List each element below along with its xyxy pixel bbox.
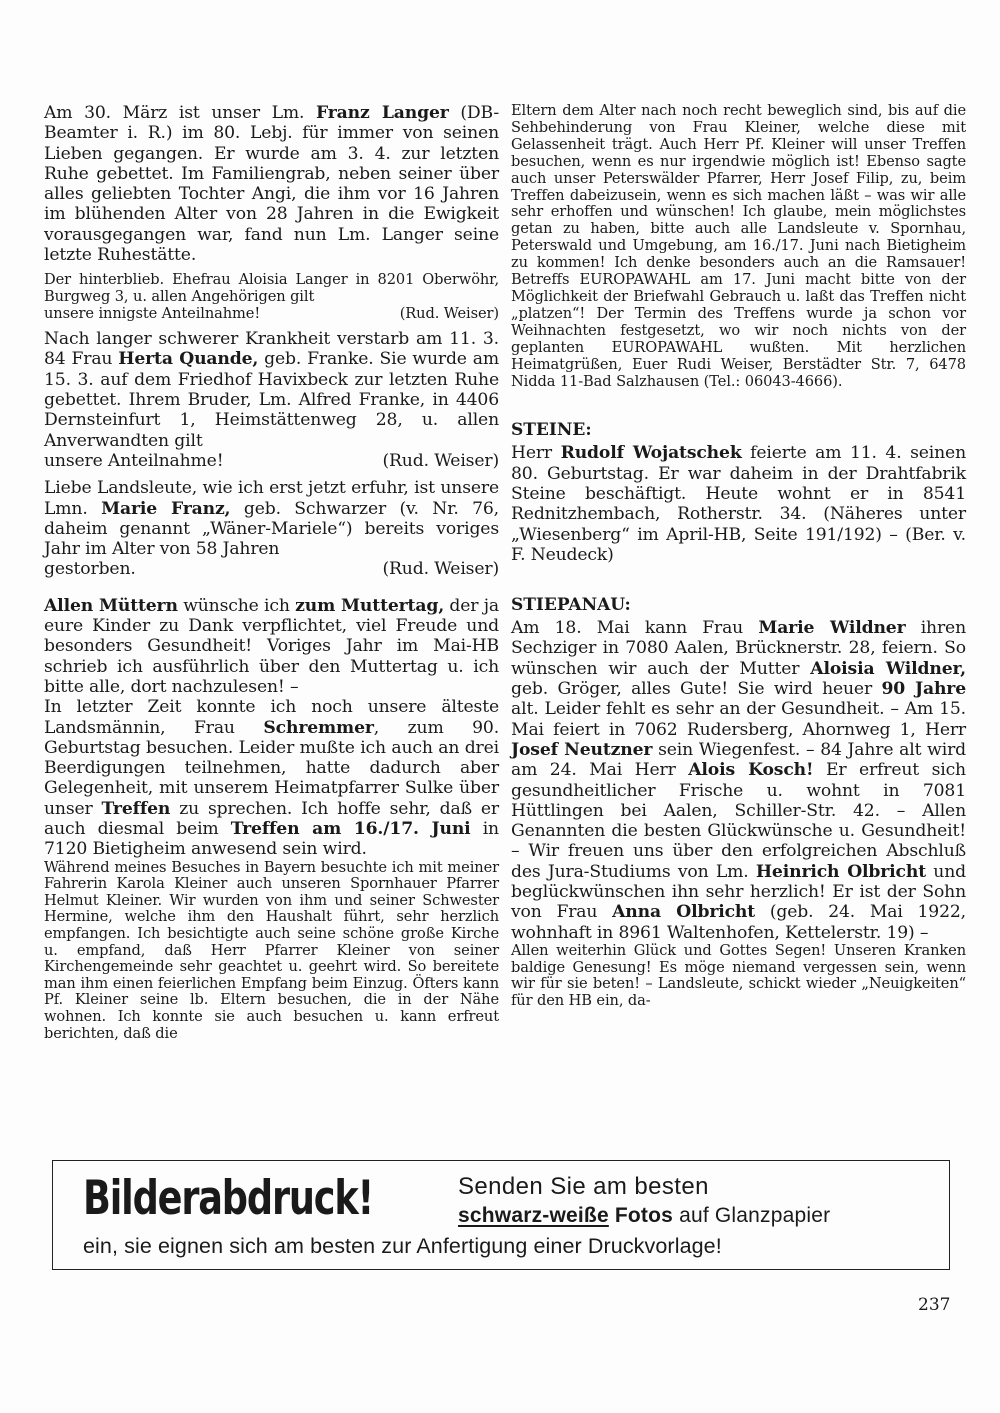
obituary-marie-franz [44, 478, 499, 579]
right-column [511, 103, 966, 1009]
author-signature: (Rud. Weiser) [382, 559, 499, 580]
author-signature: (Rud. Weiser) [382, 450, 499, 471]
text: Nach langer schwerer Krankheit verstarb am 11. 3. 84 Frau [44, 329, 499, 370]
section-heading-stiepanau: STIEPANAU: [511, 595, 631, 616]
recent-visits [44, 697, 499, 859]
obituary-franz-langer [44, 103, 499, 265]
signature-line [44, 306, 499, 323]
bold-text: Allen Müttern [44, 595, 178, 616]
text: unsere Anteilnahme! [44, 450, 224, 471]
ad-line-1: Senden Sie am besten [458, 1173, 709, 1200]
signature-line [44, 451, 499, 471]
name-bold: Aloisia Wildner, [810, 658, 966, 679]
stiepanau-news [511, 618, 966, 943]
text: gestorben. [44, 559, 136, 580]
steine-birthday [511, 443, 966, 565]
text: geb. Franke. Sie wurde am 15. 3. auf dem Friedhof Havixbeck zur letzten Ruhe gebettet. Ihrem Bruder, Lm. Alfred Franke, in 4406 Dernsteinfurt 1, Heimstättenweg 28, u. allen Anverwandten gilt [44, 349, 499, 451]
signature-line [44, 559, 499, 579]
text: (geb. 24. Mai 1922, wohnhaft in 8961 Waltenhofen, Kettelerstr. 19) – [511, 902, 966, 943]
name-bold: Franz Langer [316, 103, 449, 123]
closing-wishes: Allen weiterhin Glück und Gottes Segen! Unseren Kranken baldige Genesung! Es möge niemand vergessen sein, wenn wir für sie beten! – Landsleute, schickt wieder „Neuigkeiten“ für den HB ein, da- [511, 941, 966, 1009]
text: Er erfreut sich gesundheitlicher Frische u. wohnt in 7081 Hüttlingen bei Aalen, Schiller-Str. 42. – Allen Genannten die besten Glückwünsche u. Gesundheit! – Wir freuen uns über den erfolgreichen Abschluß des Jura-Studiums von Lm. [511, 760, 966, 882]
left-column [44, 103, 499, 1042]
text: geb. Gröger, alles Gute! Sie wird heuer [511, 679, 882, 700]
name-bold: Rudolf Wojatschek [560, 443, 742, 464]
ad-line-3: ein, sie eignen sich am besten zur Anfertigung einer Druckvorlage! [83, 1234, 722, 1258]
text: in 7120 Bietigheim anwesend sein wird. [44, 818, 499, 860]
bold-text: zum Muttertag, [295, 595, 445, 616]
text: In letzter Zeit konnte ich noch unsere älteste Landsmännin, Frau [44, 697, 499, 738]
text: Liebe Landsleute, wie ich erst jetzt erfuhr, ist unsere Lmn. [44, 478, 499, 519]
ad-line-2 [458, 1204, 830, 1228]
name-bold: Alois Kosch! [688, 760, 814, 781]
text: geb. Schwarzer (v. Nr. 76, daheim genannt „Wäner-Mariele“) bereits voriges Jahr im Alter von 58 Jahren [44, 498, 499, 560]
section-heading-steine: STEINE: [511, 420, 592, 441]
ad-bold-text: Fotos [608, 1204, 674, 1227]
text: sein Wiegenfest. – 84 Jahre alt wird am 24. Mai Herr [511, 739, 966, 781]
text: Am 18. Mai kann Frau [511, 618, 759, 639]
name-bold: Marie Wildner [758, 618, 906, 639]
ad-underlined-text: schwarz-weiße [458, 1204, 609, 1227]
text: Herr [511, 443, 561, 464]
text: zu sprechen. Ich hoffe sehr, daß er auch diesmal beim [44, 798, 499, 839]
bold-text: 90 Jahre [881, 679, 966, 700]
text: und beglückwünschen ihn sehr herzlich! Er ist der Sohn von Frau [511, 861, 966, 923]
ad-title: Bilderabdruck! [83, 1171, 374, 1226]
text: der ja eure Kinder zu Dank verpflichtet, viel Freude und besonders Gesundheit! Voriges Jahr im Mai-HB schrieb ich ausführlich über den Muttertag u. ich bitte alle, dort nachzulesen! – [44, 595, 499, 697]
author-signature: (Rud. Weiser) [399, 304, 499, 322]
ad-text: auf Glanzpapier [673, 1204, 831, 1227]
text: (DB-Beamter i. R.) im 80. Lebj. für immer von seinen Lieben gegangen. Er wurde am 3. 4. zur letzten Ruhe gebettet. Im Familiengrab, neben seiner über alles geliebten Tochter Angi, die ihm vor 16 Jahren im blühenden Alter von 28 Jahren in die Ewigkeit vorausgegangen war, fand nun Lm. Langer seine letzte Ruhestätte. [44, 103, 499, 266]
text: wünsche ich [177, 595, 296, 616]
bold-text: Treffen am 16./17. Juni [230, 818, 471, 839]
page-number: 237 [918, 1295, 951, 1315]
name-bold: Josef Neutzner [511, 739, 653, 760]
text: ihren Sechziger in 7080 Aalen, Brücknerstr. 28, feiern. So wünschen wir auch der Mutter [511, 618, 966, 679]
text: alt. Leider fehlt es sehr an der Gesundheit. – Am 15. Mai feiert in 7062 Rudersberg, Ahornweg 1, Herr [511, 699, 966, 740]
text: unsere innigste Anteilnahme! [44, 304, 261, 322]
text: , zum 90. Geburtstag besuchen. Leider mußte ich auch an drei Beerdigungen teilnehmen, hatte dadurch aber Gelegenheit, mit unserem Heimatpfarrer Sulke über unser [44, 717, 500, 819]
name-bold: Heinrich Olbricht [755, 861, 927, 882]
text: Der hinterblieb. Ehefrau Aloisia Langer in 8201 Oberwöhr, Burgweg 3, u. allen Angehörigen gilt [44, 271, 499, 305]
photo-print-advertisement [52, 1160, 950, 1270]
bavaria-visit: Während meines Besuches in Bayern besuchte ich mit meiner Fahrerin Karola Kleiner auch unseren Spornhauer Pfarrer Helmut Kleiner. Wir wurden von ihm und seiner Schwester Hermine, welche ihm den Haushalt führt, sehr herzlich empfangen. Ich besichtigte auch seine schöne große Kirche u. empfand, daß Herr Pfarrer Kleiner von seiner Kirchengemeinde sehr geachtet u. geehrt wird. So bereitete man ihm einen feierlichen Empfang beim Einzug. Öfters kann Pf. Kleiner seine lb. Eltern besuchen, die in der Nähe wohnen. Ich konnte sie auch besuchen u. kann erfreut berichten, daß die [44, 858, 499, 1042]
treffen-invitation: Eltern dem Alter nach noch recht beweglich sind, bis auf die Sehbehinderung von Frau Kleiner, welche diese mit Gelassenheit trägt. Auch Herr Pf. Kleiner will unser Treffen besuchen, wenn es nur irgendwie möglich ist! Ebenso sagte auch unser Peterswälder Pfarrer, Herr Josef Filip, zu, beim Treffen dabeizusein, wenn es sich machen läßt – was wir alle sehr erhoffen und wünschen! Ich glaube, mein möglichstes getan zu haben, bitte auch alle Landsleute v. Spornhau, Peterswald und Umgebung, am 16./17. Juni nach Bietigheim zu kommen! Ich denke besonders auch an die Ramsauer! Betreffs EUROPAWAHL am 17. Juni macht bitte von der Möglichkeit der Briefwahl Gebrauch u. laßt das Treffen nicht „platzen“! Der Termin des Treffens wurde ja schon vor Weihnachten festgesetzt, wo wir noch nichts von der geplanten EUROPAWAHL wußten. Mit herzlichen Heimatgrüßen, Euer Rudi Weiser, Berstädter Str. 7, 6478 Nidda 11-Bad Salzhausen (Tel.: 06043-4666). [511, 102, 966, 390]
name-bold: Herta Quande, [118, 349, 259, 370]
bold-text: Treffen [101, 798, 171, 819]
text: feierte am 11. 4. seinen 80. Geburtstag. Er war daheim in der Drahtfabrik Steine beschäftigt. Heute wohnt er in 8541 Rednitzhembach, Rotherstr. 34. (Näheres unter „Wiesenberg“ im April-HB, Seite 191/192) – (Ber. v. F. Neudeck) [511, 443, 966, 565]
condolence-langer [44, 272, 499, 322]
obituary-herta-quande [44, 329, 499, 471]
name-bold: Marie Franz, [101, 498, 231, 519]
name-bold: Schremmer [263, 717, 374, 738]
mothers-day-greeting [44, 596, 499, 697]
text: Am 30. März ist unser Lm. [44, 103, 317, 123]
name-bold: Anna Olbricht [612, 902, 756, 923]
